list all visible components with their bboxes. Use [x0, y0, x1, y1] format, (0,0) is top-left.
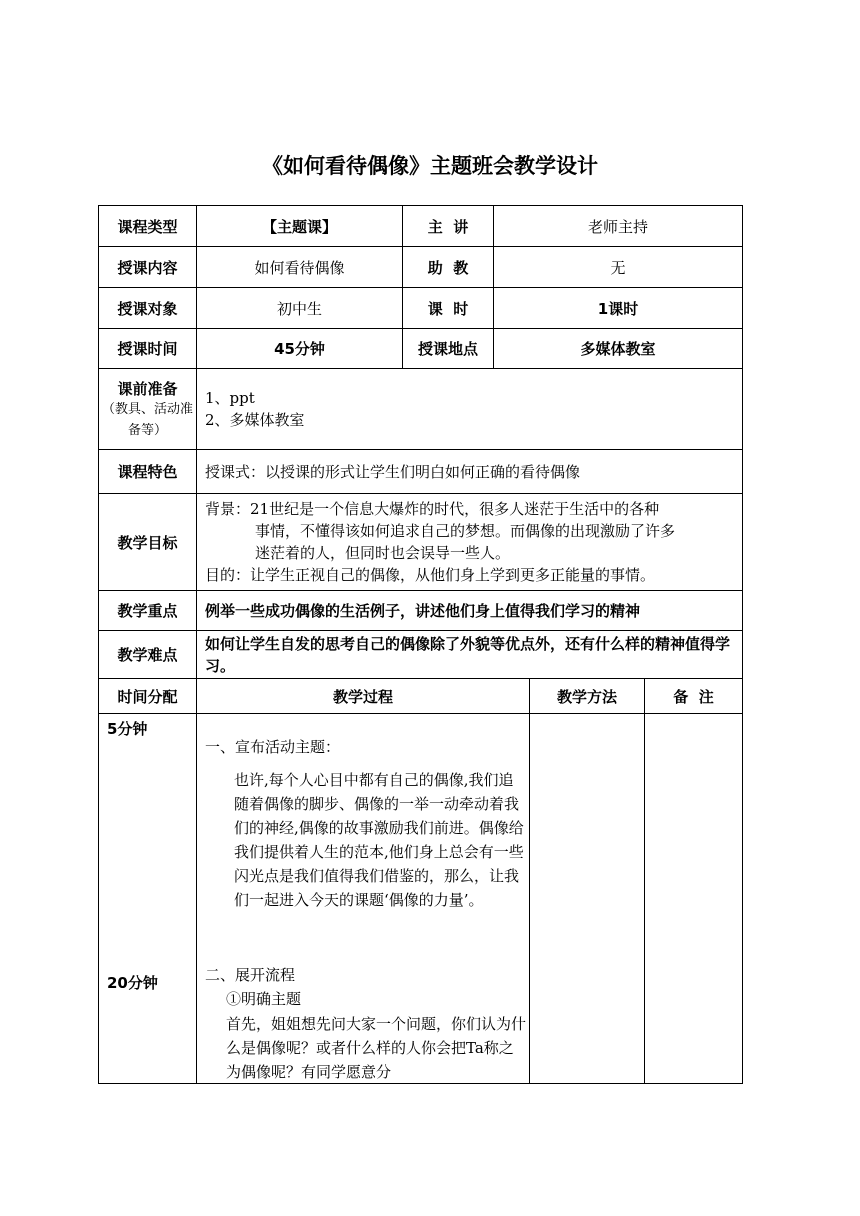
step2-subheading: ①明确主题	[226, 990, 302, 1008]
label-assistant: 助 教	[403, 247, 494, 288]
goal-bg-line: 21世纪是一个信息大爆炸的时代，很多人迷茫于生活中的各种	[250, 500, 660, 518]
header-process: 教学过程	[197, 679, 530, 714]
step2-paragraph: 首先，姐姐想先问大家一个问题，你们认为什么是偶像呢？或者什么样的人你会把Ta称之为偶像呢？有同学愿意分	[226, 1015, 527, 1081]
header-time: 时间分配	[99, 679, 197, 714]
goal-bg-line: 事情，不懂得该如何追求自己的梦想。而偶像的出现激励了许多	[255, 522, 676, 540]
label-lecturer: 主 讲	[403, 206, 494, 247]
label-location: 授课地点	[403, 329, 494, 369]
label-course-type: 课程类型	[99, 206, 197, 247]
label-goal: 教学目标	[99, 494, 197, 591]
value-time: 45分钟	[197, 329, 403, 369]
process-cell	[197, 714, 530, 1084]
step2-heading: 二、展开流程	[205, 966, 296, 984]
label-difficulty: 教学难点	[99, 631, 197, 679]
value-hours: 1课时	[494, 288, 743, 329]
label-key-point: 教学重点	[99, 591, 197, 631]
value-difficulty: 如何让学生自发的思考自己的偶像除了外貌等优点外，还有什么样的精神值得学习。	[197, 631, 743, 679]
goal-bg-prefix: 背景：	[205, 500, 251, 518]
step1-heading: 一、宣布活动主题：	[205, 738, 341, 756]
label-content: 授课内容	[99, 247, 197, 288]
value-preparation	[197, 369, 743, 450]
label-hours: 课 时	[403, 288, 494, 329]
label-preparation	[99, 369, 197, 450]
time-step1: 5分钟	[107, 720, 148, 738]
page-title: 《如何看待偶像》主题班会教学设计	[262, 154, 598, 178]
goal-background	[205, 498, 742, 520]
value-goal	[197, 494, 743, 591]
note-cell	[645, 714, 743, 1084]
goal-bg-line: 迷茫着的人，但同时也会误导一些人。	[255, 544, 511, 562]
label-audience: 授课对象	[99, 288, 197, 329]
header-method: 教学方法	[530, 679, 645, 714]
value-key-point: 例举一些成功偶像的生活例子，讲述他们身上值得我们学习的精神	[197, 591, 743, 631]
header-note: 备 注	[645, 679, 743, 714]
value-course-type: 【主题课】	[197, 206, 403, 247]
value-feature: 授课式：以授课的形式让学生们明白如何正确的看待偶像	[197, 450, 743, 494]
time-step2: 20分钟	[107, 974, 158, 992]
time-cell	[99, 714, 197, 1084]
label-time: 授课时间	[99, 329, 197, 369]
value-assistant: 无	[494, 247, 743, 288]
value-lecturer: 老师主持	[494, 206, 743, 247]
value-audience: 初中生	[197, 288, 403, 329]
label-feature: 课程特色	[99, 450, 197, 494]
method-cell	[530, 714, 645, 1084]
step1-paragraph: 也许,每个人心目中都有自己的偶像,我们追随着偶像的脚步、偶像的一举一动牵动着我们的神经,偶像的故事激励我们前进。偶像给我们提供着人生的范本,他们身上总会有一些闪光点是我们值得我们借鉴的，那么，让我们一起进入今天的课题‘偶像的力量’。	[234, 771, 524, 909]
value-location: 多媒体教室	[494, 329, 743, 369]
prep-item: 2、多媒体教室	[205, 411, 305, 429]
prep-label: 课前准备	[117, 379, 178, 398]
prep-sublabel: （教具、活动准备等）	[101, 401, 193, 438]
goal-aim: 目的：让学生正视自己的偶像，从他们身上学到更多正能量的事情。	[205, 566, 656, 584]
lesson-plan-table	[98, 205, 743, 1084]
prep-item: 1、ppt	[205, 389, 255, 407]
value-content: 如何看待偶像	[197, 247, 403, 288]
